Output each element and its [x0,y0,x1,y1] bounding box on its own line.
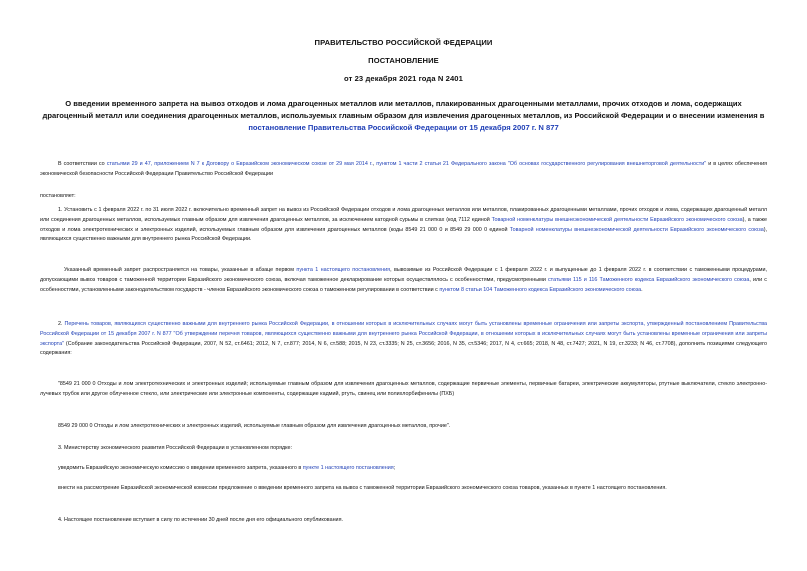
paragraph-ban-scope [40,266,767,295]
preamble-link-articles[interactable]: статьями 29 и 47, приложением N 7 к Договору о Евразийском экономическом союзе от 29 мая 2014 г. [106,161,373,167]
paragraph-2 [40,320,767,359]
ban-link-point-1[interactable]: пункта 1 настоящего постановления [296,267,391,273]
ban-text-1: Указанный временный запрет распространяется на товары, указанные в абзаце первом [64,267,297,273]
p3a-text-2: ; [393,465,396,471]
p2-text-1: 2. [58,321,65,327]
p1-text-2: ), а также отходов и лома электротехнических и электронных изделий, используемых главным образом для извлечения драгоценных металлов (коды 8549 21 000 0 и 8549 29 000 0 единой [40,216,768,233]
paragraph-3-submit: внести на рассмотрение Евразийской экономической комиссии предложение о введении временного запрета на вывоз с таможенной территории Евразийского экономического союза товаров, указанных в пункте 1 настоящего постановления. [58,485,667,491]
preamble-text-2: , [372,161,377,167]
p2-link-goods-list[interactable]: Перечень товаров, являющихся существенно важными для внутреннего рынка Российской Федерации, в отношении которых в исключительных случаях могут быть установлены временные ограничения или запреты экспорта, утвержденный постановлением Правительства Российской Федерации от 15 декабря 2007 г. N 877 "Об утверждении перечня товаров, являющихся существенно важными для внутреннего рынка Российской Федерации, в отношении которых в исключительных случаях могут быть установлены временные ограничения или запреты экспорта" [40,321,767,347]
p1-link-tnved-2[interactable]: Товарной номенклатуры внешнеэкономической деятельности Евразийского экономического союза [509,226,764,233]
preamble-link-federal-law[interactable]: пунктом 1 части 2 статьи 21 Федерального закона "Об основах государственного регулирования внешнеторговой деятельности" [376,161,707,167]
government-heading: ПРАВИТЕЛЬСТВО РОССИЙСКОЙ ФЕДЕРАЦИИ [314,38,493,47]
paragraph-1 [40,206,767,245]
p2-text-2: (Собрание законодательства Российской Федерации, 2007, N 52, ст.6461; 2012, N 7, ст.877; 2014, N 6, ст.588; 2015, N 23, ст.3335; N 25, ст.3656; 2016, N 35, ст.5346; 2017, N 4, ст.665; 2018, N 48, ст.7427; 2021, N 19, ст.3233; N 46, ст.7708), дополнить позициями следующего содержания: [40,340,767,357]
ban-text-2: , вывозимые из Российской Федерации с 1 февраля 2022 г. и выпущенные до 1 февраля 2022 г. в соответствии с таможенными процедурами, допускающими вывоз товаров с таможенной территории Евразийского экономического союза, включая таможенное декларирование которых осуществлялось с особенностями, предусмотренными [40,267,768,283]
postanovlyaet-label: постановляет: [40,193,76,199]
p3a-link-point-1[interactable]: пункте 1 настоящего постановления [302,465,394,471]
document-title [40,98,767,134]
ban-link-article-104[interactable]: пунктом 8 статьи 104 Таможенного кодекса Евразийского экономического союза [439,286,642,293]
quoted-item-8549-21: "8549 21 000 0 Отходы и лом электротехнических и электронных изделий; используемые главным образом для извлечения драгоценных металлов, содержащие первичные элементы, первичные батареи, электрические аккумуляторы, ртутные выключатели, стекло электронно-лучевых трубок или другое облученное стекло, или электрические или электронные компоненты, содержащие кадмий, ртуть, свинец или полихлорбифенилы (ПХБ) [40,381,767,397]
paragraph-3: 3. Министерству экономического развития Российской Федерации в установленном порядке: [58,445,293,451]
preamble-text-3: и в целях обеспечения экономической безопасности Российской Федерации Правительство Российской Федерации [40,161,767,177]
preamble-text-1: В соответствии со [58,161,107,167]
ban-text-3: , или с особенностями, установленными законодательством государств - членов Евразийского экономического союза о таможенном регулировании в соответствии с [40,276,768,293]
title-link[interactable]: постановление Правительства Российской Федерации от 15 декабря 2007 г. N 877 [248,123,559,132]
p1-text-3: ), являющихся существенно важными для внутреннего рынка Российской Федерации. [40,226,767,243]
p3a-text-1: уведомить Евразийскую экономическую комиссию о введении временного запрета, указанного в [58,465,303,471]
preamble-paragraph [40,160,767,180]
ban-text-4: . [641,286,643,293]
paragraph-4: 4. Настоящее постановление вступает в силу по истечении 30 дней после дня его официального опубликования. [58,517,343,523]
p1-link-tnved-1[interactable]: Товарной номенклатуры внешнеэкономической деятельности Евразийского экономического союза [491,216,743,223]
document-type: ПОСТАНОВЛЕНИЕ [368,56,439,65]
ban-link-articles-115-116[interactable]: статьями 115 и 116 Таможенного кодекса Евразийского экономического союза [547,276,750,283]
quoted-item-8549-29: 8549 29 000 0 Отходы и лом электротехнических и электронных изделий, используемые главным образом для извлечения драгоценных металлов, прочие". [58,423,451,429]
title-text: О введении временного запрета на вывоз отходов и лома драгоценных металлов или металлов, плакированных драгоценными металлами, прочих отходов и лома, содержащих драгоценный металл или соединения драгоценных металлов, используемых главным образом для извлечения драгоценных металлов, из Российской Федерации и о внесении изменения в [42,99,765,120]
document-date: от 23 декабря 2021 года N 2401 [344,74,463,83]
paragraph-3-notify [40,464,767,474]
p1-text-1: 1. Установить с 1 февраля 2022 г. по 31 июля 2022 г. включительно временный запрет на вывоз из Российской Федерации отходов и лома драгоценных металлов или металлов, плакированных драгоценными металлами, прочих отходов и лома, содержащих драгоценный металл или соединения драгоценных металлов, используемых главным образом для извлечения драгоценных металлов, за исключением катодной сурьмы в слитках (код 7112 единой [40,207,767,223]
